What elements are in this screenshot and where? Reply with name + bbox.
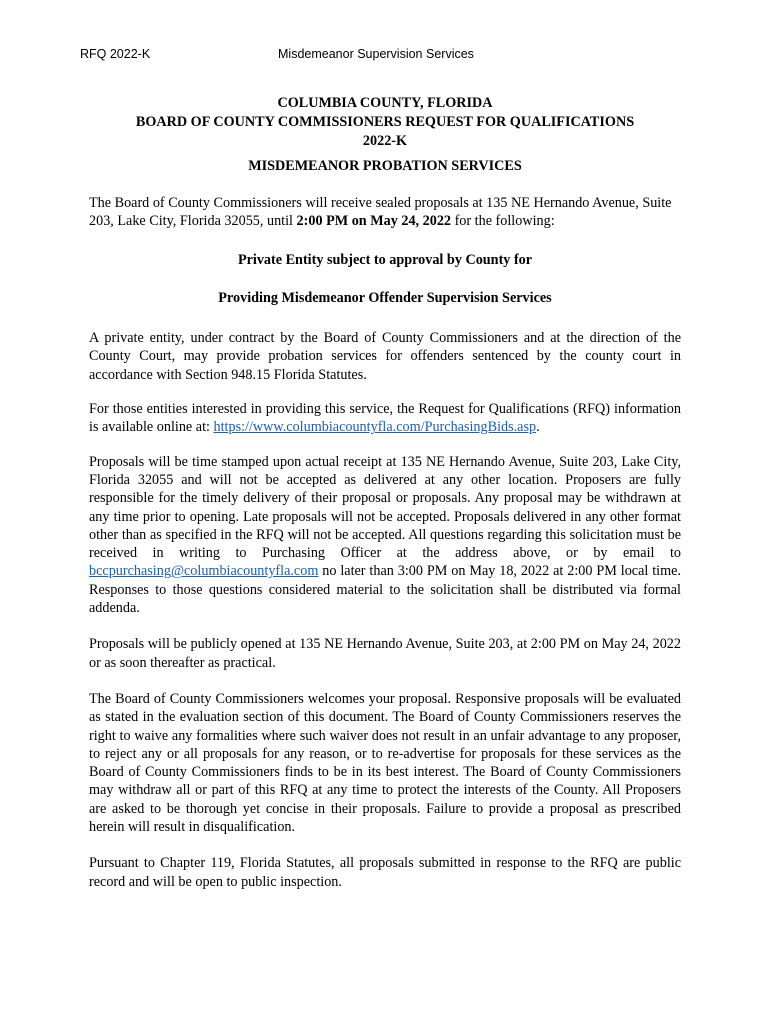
title-county: COLUMBIA COUNTY, FLORIDA xyxy=(277,95,493,111)
deadline: 2:00 PM on May 24, 2022 xyxy=(296,213,452,230)
private-entity-paragraph: A private entity, under contract by the Board of County Commissioners and at the direction of the County Court, may provide probation services for offenders sentenced by the county court in accordance with Section 948.15 Florida Statutes. xyxy=(89,330,681,383)
opening-paragraph: Proposals will be publicly opened at 135 NE Hernando Avenue, Suite 203, at 2:00 PM on May 24, 2022 or as soon thereafter as practical. xyxy=(89,636,681,671)
intro-paragraph: The Board of County Commissioners will receive sealed proposals at 135 NE Hernando Avenue, Suite 203, Lake City, Florida 32055, until 2:00 PM on May 24, 2022 for the following: xyxy=(89,195,672,230)
header-service-name: Misdemeanor Supervision Services xyxy=(278,47,474,61)
subheading-private-entity: Private Entity subject to approval by County for xyxy=(237,251,533,268)
title-number: 2022-K xyxy=(362,133,408,149)
public-record-paragraph: Pursuant to Chapter 119, Florida Statutes, all proposals submitted in response to the RFQ are public record and will be open to public inspection. xyxy=(89,855,681,890)
purchasing-bids-link[interactable]: https://www.columbiacountyfla.com/PurchasingBids.asp xyxy=(213,419,537,436)
info-paragraph: For those entities interested in providing this service, the Request for Qualifications (RFQ) information is available online at: https://www.columbiacountyfla.com/PurchasingBids.asp. xyxy=(89,401,681,436)
welcome-paragraph: The Board of County Commissioners welcomes your proposal. Responsive proposals will be evaluated as stated in the evaluation section of this document. The Board of County Commissioners reserves the right to waive any formalities where such waiver does not result in an unfair advantage to any proposer, to reject any or all proposals for any reason, or to re-advertise for proposals for these services as the Board of County Commissioners finds to be in its best interest. The Board of County Commissioners may withdraw all or part of this RFQ at any time to protect the interests of the County. All Proposers are asked to be thorough yet concise in their proposals. Failure to provide a proposal as prescribed herein will result in disqualification. xyxy=(89,690,681,836)
title-board: BOARD OF COUNTY COMMISSIONERS REQUEST FOR QUALIFICATIONS xyxy=(135,114,635,130)
subheading-services: Providing Misdemeanor Offender Supervision Services xyxy=(218,289,552,306)
proposals-paragraph: Proposals will be time stamped upon actual receipt at 135 NE Hernando Avenue, Suite 203, Lake City, Florida 32055 and will not be accepted as delivered at any other location. Proposers are fully responsible for the timely delivery of their proposal or proposals. Any proposal may be withdrawn at any time prior to opening. Late proposals will not be accepted. Proposals delivered in any other format other than as specified in the RFQ will not be accepted. All questions regarding this solicitation must be received in writing to Purchasing Officer at the address above, or by email to bccpurchasing@columbiacountyfla.com no later than 3:00 PM on May 18, 2022 at 2:00 PM local time. Responses to those questions considered material to the solicitation shall be distributed via formal addenda. xyxy=(89,453,681,617)
document-body xyxy=(89,94,681,891)
document-title xyxy=(89,94,681,176)
purchasing-email-link[interactable]: bccpurchasing@columbiacountyfla.com xyxy=(89,563,319,580)
rfq-number: RFQ 2022-K xyxy=(80,47,151,61)
title-service: MISDEMEANOR PROBATION SERVICES xyxy=(248,158,522,174)
